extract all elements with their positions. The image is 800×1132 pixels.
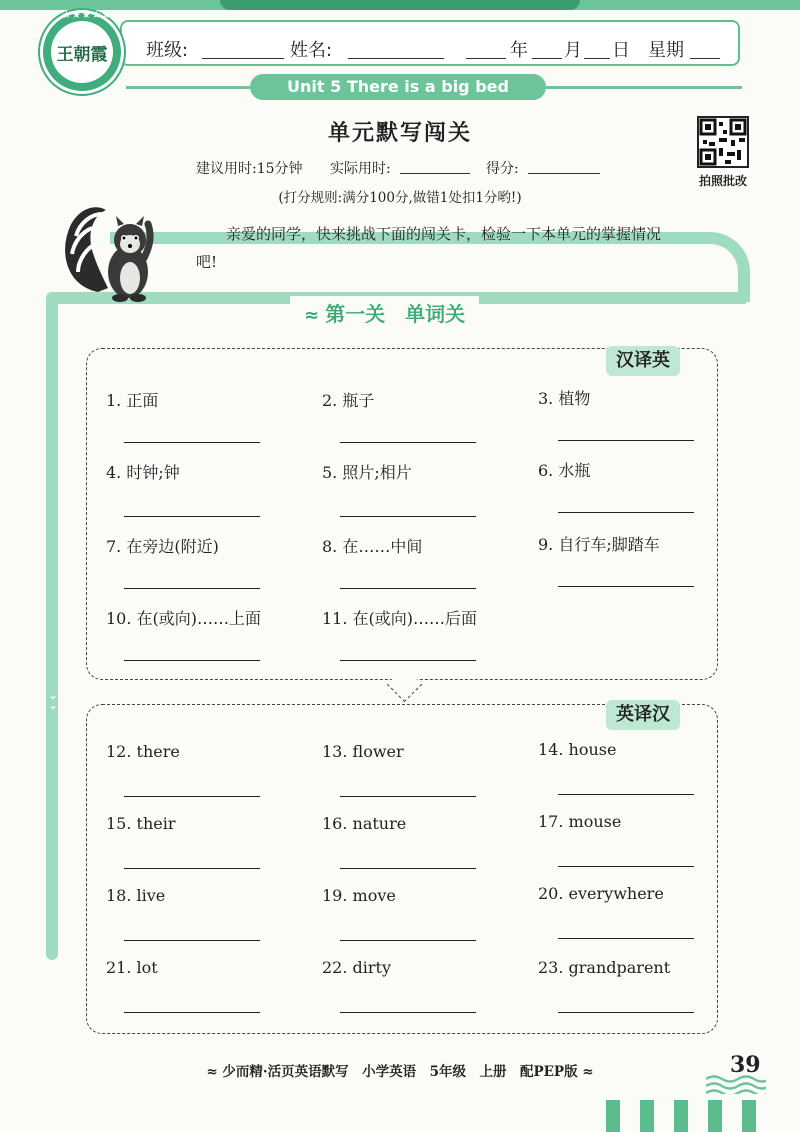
answer-line[interactable]	[558, 586, 694, 587]
answer-line[interactable]	[124, 796, 260, 797]
chevron-down-icon: ⌄ ⌄	[48, 688, 59, 712]
part1-tag: 汉译英	[606, 346, 680, 376]
class-field[interactable]	[202, 38, 284, 59]
footer-wave-icon	[706, 1074, 766, 1094]
list-item: 14. house	[538, 740, 617, 759]
day-label: 日	[612, 40, 630, 61]
list-item: 18. live	[106, 886, 166, 905]
list-item: 20. everywhere	[538, 884, 664, 903]
squirrel-mascot-icon	[58, 196, 170, 308]
answer-line[interactable]	[558, 866, 694, 867]
answer-line[interactable]	[124, 442, 260, 443]
weekday-field[interactable]	[690, 38, 720, 59]
year-label: 年	[510, 40, 528, 61]
answer-line[interactable]	[340, 442, 476, 443]
list-item: 17. mouse	[538, 812, 622, 831]
footer-bar	[674, 1100, 688, 1132]
part2-tag: 英译汉	[606, 700, 680, 730]
top-strip-inner	[220, 0, 580, 10]
answer-line[interactable]	[340, 868, 476, 869]
answer-line[interactable]	[340, 660, 476, 661]
list-item: 12. there	[106, 742, 180, 761]
name-label: 姓名:	[290, 40, 333, 61]
answer-line[interactable]	[558, 440, 694, 441]
intro-text: 亲爱的同学，快来挑战下面的闯关卡，检验一下本单元的掌握情况吧!	[196, 225, 662, 271]
logo	[40, 10, 124, 94]
answer-line[interactable]	[124, 940, 260, 941]
list-item: 8. 在……中间	[322, 537, 423, 556]
section-heading	[290, 296, 479, 332]
logo-text: 王朝霞	[51, 21, 113, 83]
footer-bar	[708, 1100, 722, 1132]
footer-text: ≈ 少而精·活页英语默写 小学英语 5年级 上册 配PEP版 ≈	[206, 1064, 594, 1080]
wave-icon: ≈	[304, 305, 320, 326]
list-item: 2. 瓶子	[322, 391, 375, 410]
footer-bar	[742, 1100, 756, 1132]
unit-line-left	[126, 86, 250, 89]
suggested-time: 建议用时:15分钟	[196, 161, 303, 177]
list-item: 3. 植物	[538, 389, 591, 408]
answer-line[interactable]	[124, 660, 260, 661]
list-item: 9. 自行车;脚踏车	[538, 535, 660, 554]
qr-code-icon[interactable]	[697, 116, 749, 168]
day-field[interactable]	[584, 38, 610, 59]
list-item: 16. nature	[322, 814, 407, 833]
month-field[interactable]	[532, 38, 562, 59]
year-field[interactable]	[466, 38, 506, 59]
list-item: 23. grandparent	[538, 958, 671, 977]
list-item: 6. 水瓶	[538, 461, 591, 480]
unit-title: Unit 5 There is a big bed	[250, 74, 546, 100]
list-item: 15. their	[106, 814, 176, 833]
list-item: 13. flower	[322, 742, 404, 761]
footer-bar	[640, 1100, 654, 1132]
footer-bar	[606, 1100, 620, 1132]
list-item: 1. 正面	[106, 391, 159, 410]
answer-line[interactable]	[124, 588, 260, 589]
answer-line[interactable]	[124, 1012, 260, 1013]
unit-line-right	[546, 86, 742, 89]
answer-line[interactable]	[340, 1012, 476, 1013]
list-item: 10. 在(或向)……上面	[106, 609, 262, 628]
actual-time-field[interactable]	[400, 172, 470, 174]
part1-box	[86, 348, 718, 680]
weekday-label: 星期	[648, 40, 684, 61]
scoring-rule: (打分规则:满分100分,做错1处扣1分哟!)	[278, 190, 522, 206]
section-title: 第一关 单词关	[325, 302, 466, 326]
month-label: 月	[564, 40, 582, 61]
answer-line[interactable]	[558, 512, 694, 513]
answer-line[interactable]	[558, 938, 694, 939]
actual-time-label: 实际用时:	[330, 161, 391, 177]
answer-line[interactable]	[340, 516, 476, 517]
answer-line[interactable]	[558, 1012, 694, 1013]
list-item: 5. 照片;相片	[322, 463, 412, 482]
answer-line[interactable]	[558, 794, 694, 795]
score-field[interactable]	[528, 172, 600, 174]
score-label: 得分:	[486, 161, 519, 177]
answer-line[interactable]	[124, 868, 260, 869]
answer-line[interactable]	[340, 588, 476, 589]
answer-line[interactable]	[340, 796, 476, 797]
answer-line[interactable]	[340, 940, 476, 941]
qr-label: 拍照批改	[698, 174, 747, 188]
list-item: 11. 在(或向)……后面	[322, 609, 478, 628]
logo-stars-icon: ★★★★★	[62, 10, 112, 21]
name-field[interactable]	[348, 38, 444, 59]
list-item: 22. dirty	[322, 958, 392, 977]
class-label: 班级:	[146, 40, 189, 61]
list-item: 21. lot	[106, 958, 158, 977]
answer-line[interactable]	[124, 516, 260, 517]
list-item: 4. 时钟;钟	[106, 463, 180, 482]
page-number: 39	[730, 1052, 761, 1078]
decorative-pipe-left	[46, 300, 58, 960]
list-item: 7. 在旁边(附近)	[106, 537, 219, 556]
list-item: 19. move	[322, 886, 396, 905]
page-title: 单元默写闯关	[327, 120, 472, 146]
